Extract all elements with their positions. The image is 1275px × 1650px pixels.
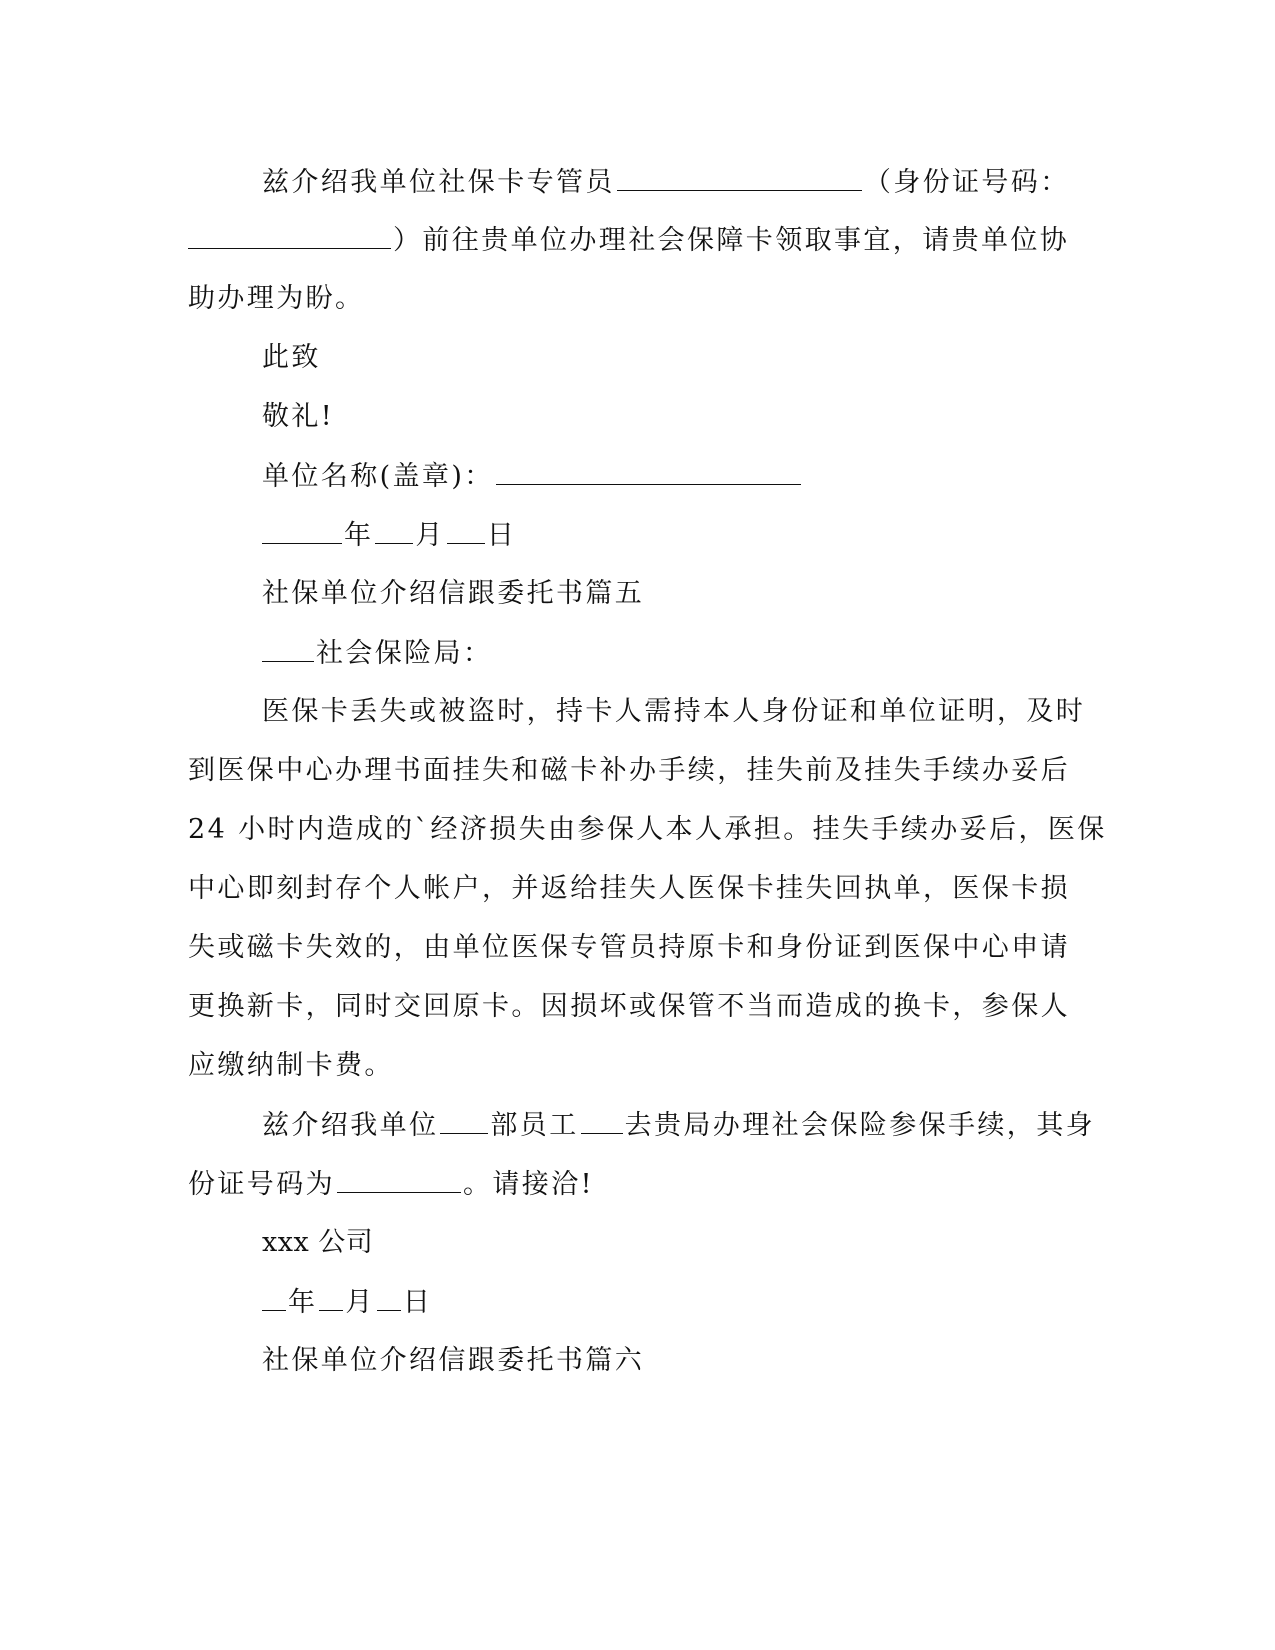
company-name: xxx 公司	[262, 1227, 374, 1258]
para2-line5: 失或磁卡失效的，由单位医保专管员持原卡和身份证到医保中心申请	[188, 932, 1070, 963]
staff-name-blank	[617, 164, 862, 191]
para3-part3: 去贵局办理社会保险参保手续，其身	[624, 1110, 1096, 1141]
year-label: 年	[344, 520, 374, 551]
para1-line2-suffix: ）前往贵单位办理社会保障卡领取事宜，请贵单位协	[393, 225, 1070, 256]
year-label-2: 年	[288, 1287, 318, 1318]
para2-line3: 24 小时内造成的`经济损失由参保人本人承担。挂失手续办妥后，医保	[188, 814, 1107, 845]
para3-part1: 兹介绍我单位	[262, 1110, 439, 1141]
day-blank	[447, 517, 485, 544]
date-line-2	[262, 1284, 1162, 1321]
para1-line3: 助办理为盼。	[188, 283, 365, 314]
heading-part5: 社保单位介绍信跟委托书篇五	[262, 578, 645, 609]
bureau-suffix: 社会保险局：	[316, 638, 493, 669]
day-blank-2	[377, 1284, 401, 1311]
month-label-2: 月	[345, 1287, 375, 1318]
para2-line4: 中心即刻封存个人帐户，并返给挂失人医保卡挂失回执单，医保卡损	[188, 873, 1070, 904]
para3-line2-suffix: 。请接洽!	[463, 1169, 594, 1200]
regards: 敬礼!	[262, 401, 335, 432]
para3-part2: 部员工	[490, 1110, 579, 1141]
para3-line1	[262, 1107, 1162, 1144]
para1-line1	[262, 164, 1162, 201]
para2-line7: 应缴纳制卡费。	[188, 1050, 394, 1081]
year-blank	[262, 517, 342, 544]
month-label: 月	[415, 520, 445, 551]
unit-name-blank	[496, 458, 801, 485]
salutation: 此致	[262, 342, 321, 373]
para3-line2-prefix: 份证号码为	[188, 1169, 335, 1200]
unit-name-label: 单位名称(盖章)：	[262, 461, 494, 492]
bureau-line	[262, 635, 1162, 672]
para1-line1-prefix: 兹介绍我单位社保卡专管员	[262, 167, 615, 198]
year-blank-2	[262, 1284, 286, 1311]
department-blank	[440, 1107, 488, 1134]
day-label: 日	[486, 520, 517, 551]
heading-part6: 社保单位介绍信跟委托书篇六	[262, 1345, 645, 1376]
date-line-1	[262, 517, 1162, 554]
para1-line2	[188, 222, 1088, 259]
unit-name-line	[262, 458, 1162, 495]
para1-line1-suffix: （身份证号码：	[863, 167, 1070, 198]
para2-line2: 到医保中心办理书面挂失和磁卡补办手续，挂失前及挂失手续办妥后	[188, 755, 1070, 786]
bureau-blank	[262, 635, 314, 662]
para2-line6: 更换新卡，同时交回原卡。因损坏或保管不当而造成的换卡，参保人	[188, 991, 1070, 1022]
para3-line2	[188, 1166, 1088, 1203]
employee-blank	[581, 1107, 623, 1134]
id-number-blank	[188, 222, 391, 249]
month-blank	[375, 517, 413, 544]
month-blank-2	[319, 1284, 343, 1311]
day-label-2: 日	[402, 1287, 433, 1318]
id-number-blank-2	[337, 1166, 461, 1193]
para2-line1: 医保卡丢失或被盗时，持卡人需持本人身份证和单位证明，及时	[262, 696, 1086, 727]
